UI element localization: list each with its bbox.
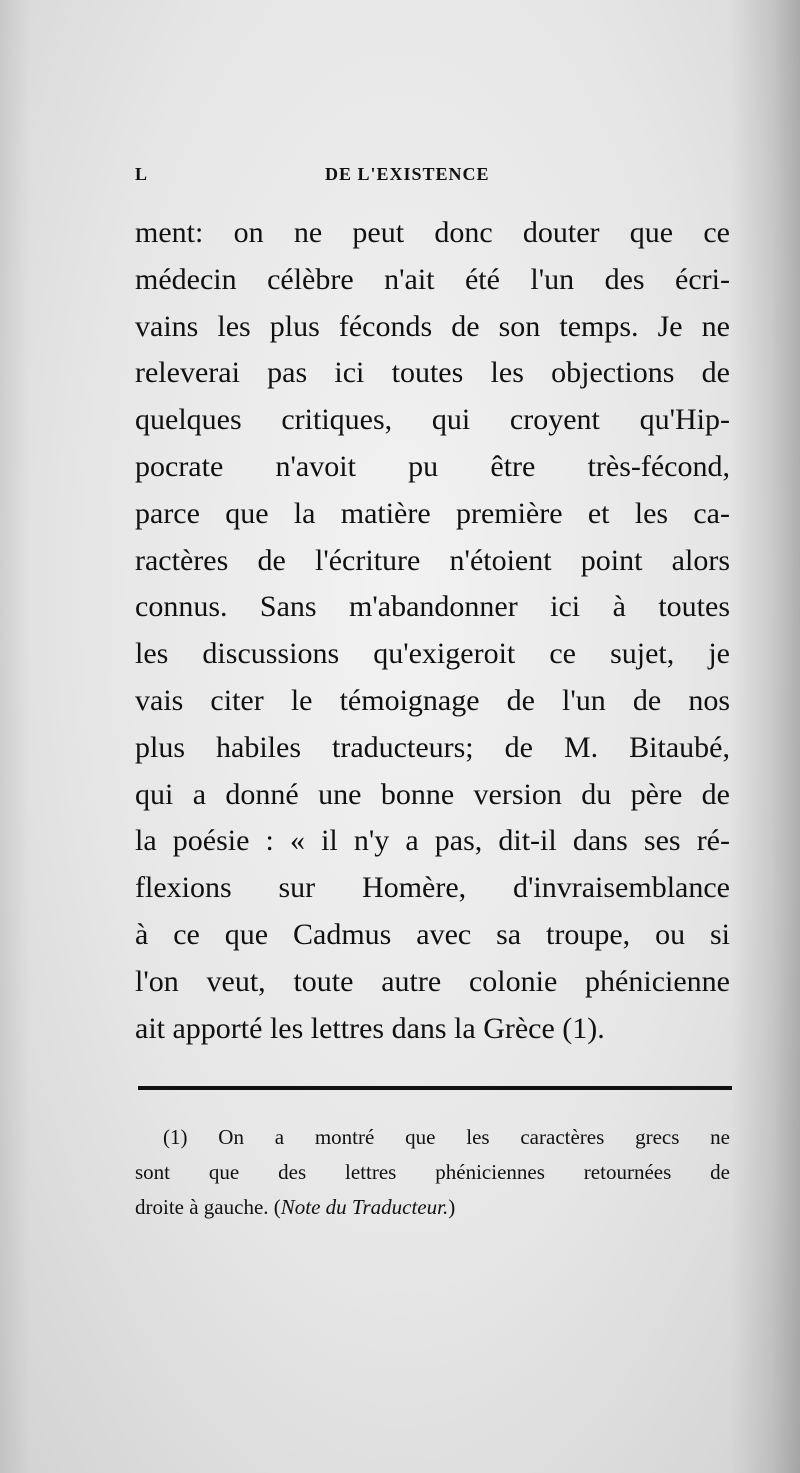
text-line: vains les plus féconds de son temps. Je ne [135, 309, 730, 343]
text-line: l'on veut, toute autre colonie phénicienne [135, 964, 730, 998]
text-line: releverai pas ici toutes les objections de [135, 356, 730, 390]
text-line: ractères de l'écriture n'étoient point alors [135, 543, 730, 577]
text-line: ment: on ne peut donc douter que ce [135, 216, 730, 249]
text-line: à ce que Cadmus avec sa troupe, ou si [135, 917, 730, 951]
spine-shadow [730, 0, 800, 1473]
page-edge-shadow [0, 0, 30, 1473]
text-line: pocrate n'avoit pu être très-fécond, [135, 449, 730, 483]
footnote-text-end: ) [448, 1195, 456, 1219]
footnote-line [135, 1190, 730, 1225]
footnote [135, 1120, 730, 1225]
text-line: quelques critiques, qui croyent qu'Hip- [135, 403, 730, 437]
footnote-text: droite à gauche. ( [135, 1195, 281, 1219]
text-line: ait apporté les lettres dans la Grèce (1). [135, 1011, 605, 1045]
footnote-attribution: Note du Traducteur. [280, 1195, 449, 1219]
text-line: connus. Sans m'abandonner ici à toutes [135, 590, 730, 624]
text-line: vais citer le témoignage de l'un de nos [135, 683, 730, 717]
footnote-line: (1) On a montré que les caractères grecs ne [163, 1125, 730, 1149]
running-head: DE L'EXISTENCE [325, 164, 490, 184]
text-line: médecin célèbre n'ait été l'un des écri- [135, 262, 730, 296]
text-line: flexions sur Homère, d'invraisemblance [135, 871, 730, 905]
footnote-rule [138, 1086, 732, 1090]
page-number: L [135, 164, 149, 184]
body-text [135, 210, 730, 1052]
text-line: les discussions qu'exigeroit ce sujet, je [135, 637, 730, 671]
text-line: parce que la matière première et les ca- [135, 496, 730, 530]
text-line: plus habiles traducteurs; de M. Bitaubé, [135, 730, 730, 764]
text-line: la poésie : « il n'y a pas, dit-il dans ses ré- [135, 824, 730, 858]
text-line: qui a donné une bonne version du père de [135, 777, 730, 811]
footnote-line: sont que des lettres phéniciennes retournées de [135, 1160, 730, 1184]
page-header [135, 164, 735, 194]
